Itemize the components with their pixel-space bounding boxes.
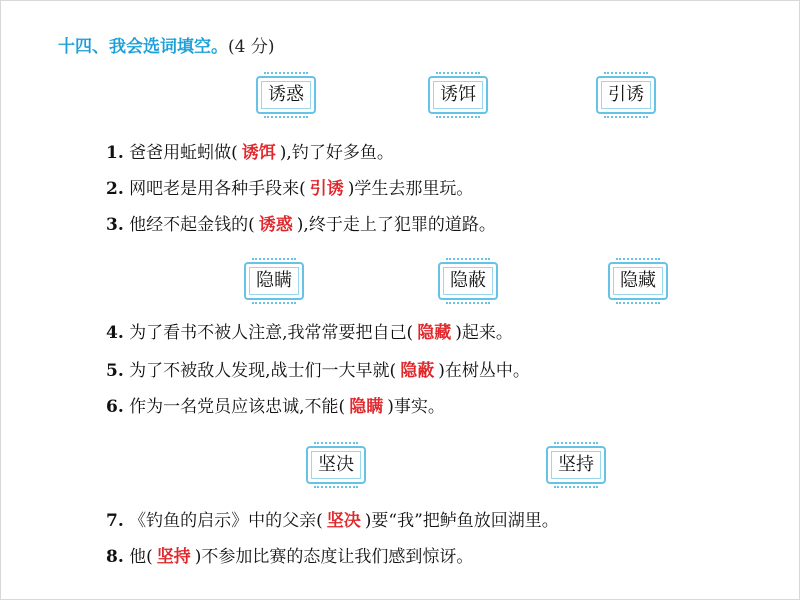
question-number: 4. [106,323,124,343]
question-text: 为了不被敌人发现,战士们一大早就( [129,361,397,381]
question-8 [106,542,473,572]
answer-blank[interactable]: 隐藏 [417,323,452,343]
question-text: ),终于走上了犯罪的道路。 [296,215,496,235]
question-number: 8. [106,547,124,567]
question-text: 作为一名党员应该忠诚,不能( [129,397,346,417]
question-7 [106,506,559,536]
word-bank-3 [0,446,800,490]
section-score: (4 分) [228,37,275,57]
word-box: 坚决 [306,446,366,484]
question-text: )事实。 [387,397,445,417]
question-2 [106,174,473,204]
section-title [58,32,274,57]
answer-blank[interactable]: 隐瞒 [349,397,384,417]
word-box: 诱惑 [256,76,316,114]
answer-blank[interactable]: 引诱 [309,179,344,199]
question-text: )起来。 [455,323,513,343]
word-bank-1 [0,76,800,120]
question-number: 7. [106,511,124,531]
question-number: 1. [106,143,124,163]
question-4 [106,318,513,348]
section-title-text: 十四、我会选词填空。 [58,37,228,57]
question-text: ),钓了好多鱼。 [279,143,394,163]
question-text: 为了看书不被人注意,我常常要把自己( [129,323,414,343]
word-box: 引诱 [596,76,656,114]
question-number: 2. [106,179,124,199]
word-box: 隐瞒 [244,262,304,300]
question-1 [106,138,394,168]
question-text: )要“我”把鲈鱼放回湖里。 [364,511,559,531]
word-box: 隐藏 [608,262,668,300]
question-text: )不参加比赛的态度让我们感到惊讶。 [194,547,474,567]
question-text: 他( [129,547,153,567]
question-text: 网吧老是用各种手段来( [129,179,306,199]
question-text: )学生去那里玩。 [347,179,474,199]
question-6 [106,392,445,422]
question-text: )在树丛中。 [438,361,530,381]
answer-blank[interactable]: 隐蔽 [400,361,435,381]
question-number: 5. [106,361,124,381]
word-box: 诱饵 [428,76,488,114]
answer-blank[interactable]: 坚决 [326,511,361,531]
question-number: 6. [106,397,124,417]
question-number: 3. [106,215,124,235]
answer-blank[interactable]: 坚持 [156,547,191,567]
word-box: 坚持 [546,446,606,484]
question-text: 爸爸用蚯蚓做( [129,143,238,163]
word-bank-2 [0,262,800,306]
question-text: 《钓鱼的启示》中的父亲( [129,511,323,531]
question-3 [106,210,496,240]
answer-blank[interactable]: 诱饵 [241,143,276,163]
question-text: 他经不起金钱的( [129,215,255,235]
answer-blank[interactable]: 诱惑 [258,215,293,235]
word-box: 隐蔽 [438,262,498,300]
question-5 [106,356,530,386]
